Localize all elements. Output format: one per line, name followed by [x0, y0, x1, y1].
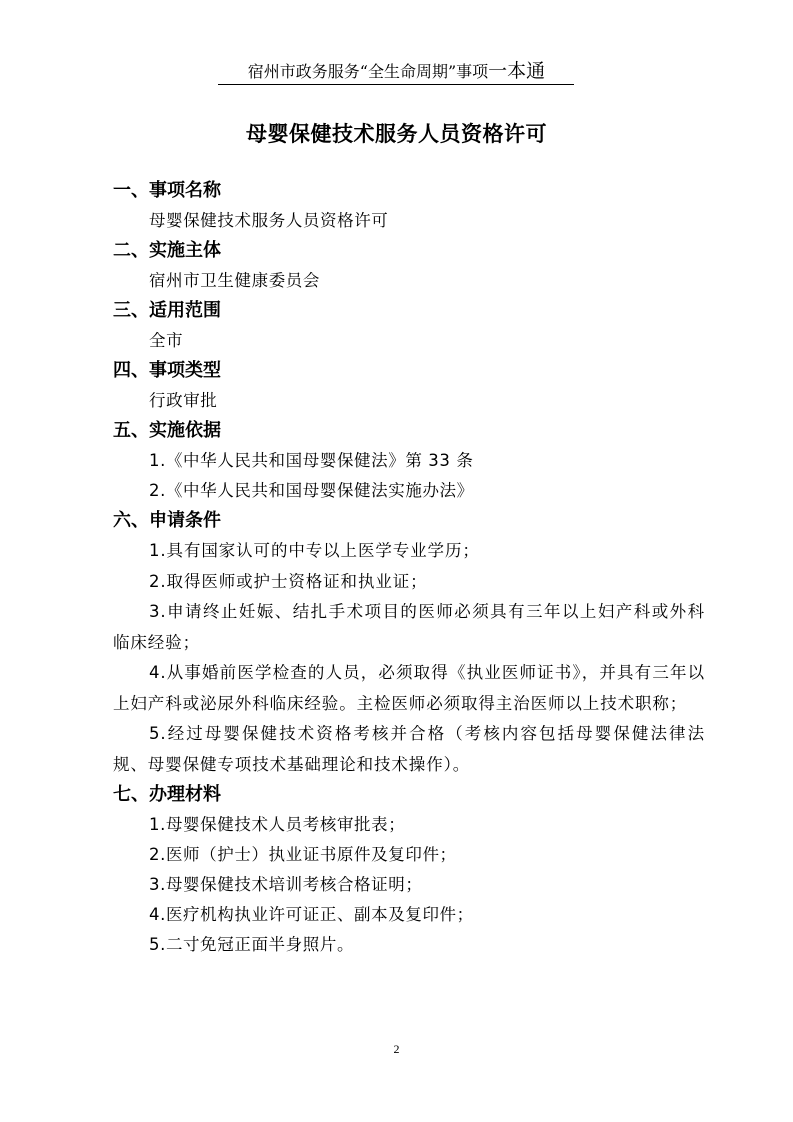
section-line: 5.二寸免冠正面半身照片。	[149, 935, 355, 954]
header-prefix: 宿州市政务服务“全生命周期”事项	[247, 62, 489, 81]
section-item-name	[113, 176, 705, 236]
header-suffix: 一本通	[488, 60, 546, 82]
section-line: 4.医疗机构执业许可证正、副本及复印件；	[149, 905, 474, 924]
section-heading: 二、实施主体	[113, 240, 221, 261]
section-line: 全市	[149, 331, 184, 350]
document-body	[113, 176, 705, 960]
section-scope	[113, 296, 705, 356]
section-heading: 四、事项类型	[113, 360, 221, 381]
section-line: 宿州市卫生健康委员会	[149, 271, 320, 290]
section-line: 母婴保健技术服务人员资格许可	[149, 211, 389, 230]
condition-paragraph: 5.经过母婴保健技术资格考核并合格（考核内容包括母婴保健法律法规、母婴保健专项技术基础理论和技术操作）。	[113, 724, 705, 774]
section-line: 1.《中华人民共和国母婴保健法》第 33 条	[149, 451, 474, 470]
section-item-type	[113, 356, 705, 416]
condition-paragraph: 1.具有国家认可的中专以上医学专业学历；	[149, 541, 480, 560]
section-line: 2.医师（护士）执业证书原件及复印件；	[149, 845, 457, 864]
section-line: 3.母婴保健技术培训考核合格证明；	[149, 875, 423, 894]
section-line: 2.《中华人民共和国母婴保健法实施办法》	[149, 481, 474, 500]
condition-paragraph: 3.申请终止妊娠、结扎手术项目的医师必须具有三年以上妇产科或外科临床经验；	[113, 602, 705, 652]
section-conditions	[113, 506, 705, 780]
section-heading: 六、申请条件	[113, 510, 221, 531]
section-line: 1.母婴保健技术人员考核审批表；	[149, 815, 406, 834]
condition-paragraph: 4.从事婚前医学检查的人员，必须取得《执业医师证书》，并具有三年以上妇产科或泌尿外科临床经验。主检医师必须取得主治医师以上技术职称；	[113, 663, 705, 713]
section-materials	[113, 780, 705, 960]
header-underline	[218, 84, 574, 85]
document-title: 母婴保健技术服务人员资格许可	[246, 122, 547, 146]
section-heading: 五、实施依据	[113, 420, 221, 441]
section-implementing-body	[113, 236, 705, 296]
section-heading: 一、事项名称	[113, 180, 221, 201]
section-legal-basis	[113, 416, 705, 506]
page-number: 2	[393, 1042, 400, 1056]
condition-paragraph: 2.取得医师或护士资格证和执业证；	[149, 571, 428, 591]
section-heading: 七、办理材料	[113, 784, 221, 805]
running-header	[0, 60, 793, 83]
section-heading: 三、适用范围	[113, 300, 221, 321]
section-line: 行政审批	[149, 391, 218, 410]
